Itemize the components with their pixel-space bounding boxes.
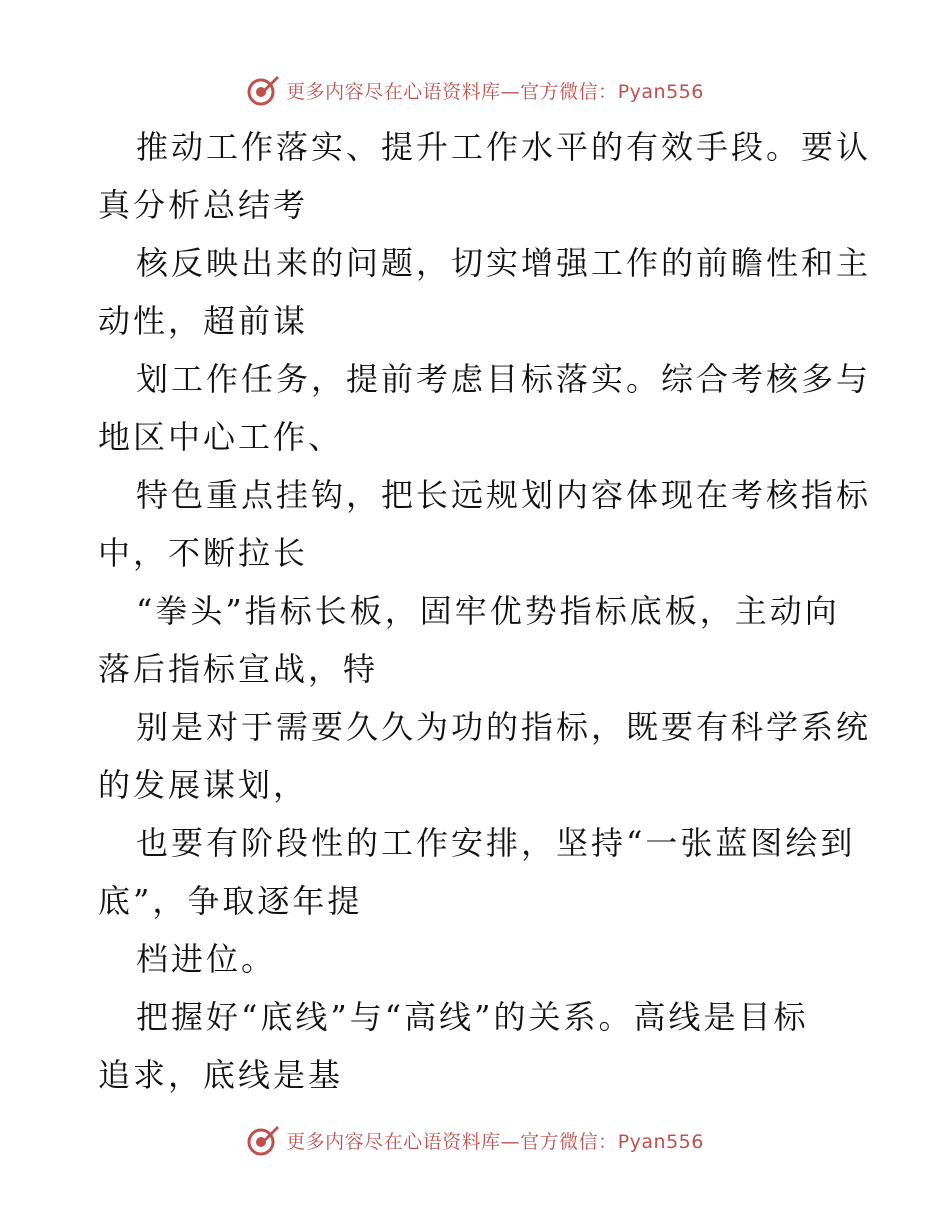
watermark-wechat-id: Pyan556 [617,80,704,103]
text-line: 把握好“底线”与“高线”的关系。高线是目标 [136,998,809,1036]
text-line: 真分析总结考 [98,186,309,224]
text-line: 划工作任务，提前考虑目标落实。综合考核多与 [136,360,872,398]
text-line: 地区中心工作、 [98,418,344,456]
watermark-text [286,77,704,104]
text-line: 推动工作落实、提升工作水平的有效手段。要认 [136,128,872,166]
pen-logo-icon [246,73,280,107]
header-watermark [0,70,950,110]
text-line: 的发展谋划， [98,766,309,804]
watermark-brand: 更多内容尽在心语资料库 [286,1130,501,1153]
text-line: 追求，底线是基 [98,1056,344,1094]
watermark-wechat-label: 官方微信： [520,1130,618,1153]
text-line: “拳头”指标长板，固牢优势指标底板，主动向 [136,592,840,630]
text-line: 动性，超前谋 [98,302,309,340]
pen-logo-icon [246,1123,280,1157]
body-text [98,118,872,1104]
watermark-dash: — [500,1130,521,1153]
watermark-dash: — [500,80,521,103]
text-line: 也要有阶段性的工作安排，坚持“一张蓝图绘到 [136,824,856,862]
footer-watermark [0,1120,950,1160]
watermark-text [286,1127,704,1154]
text-line: 底”，争取逐年提 [98,882,363,920]
text-line: 中，不断拉长 [98,534,309,572]
text-line: 核反映出来的问题，切实增强工作的前瞻性和主 [136,244,872,282]
text-line: 别是对于需要久久为功的指标，既要有科学系统 [136,708,872,746]
text-line: 特色重点挂钩，把长远规划内容体现在考核指标 [136,476,872,514]
watermark-wechat-label: 官方微信： [520,80,618,103]
watermark-brand: 更多内容尽在心语资料库 [286,80,501,103]
text-line: 档进位。 [136,940,277,978]
text-line: 落后指标宣战，特 [98,650,379,688]
watermark-wechat-id: Pyan556 [617,1130,704,1153]
